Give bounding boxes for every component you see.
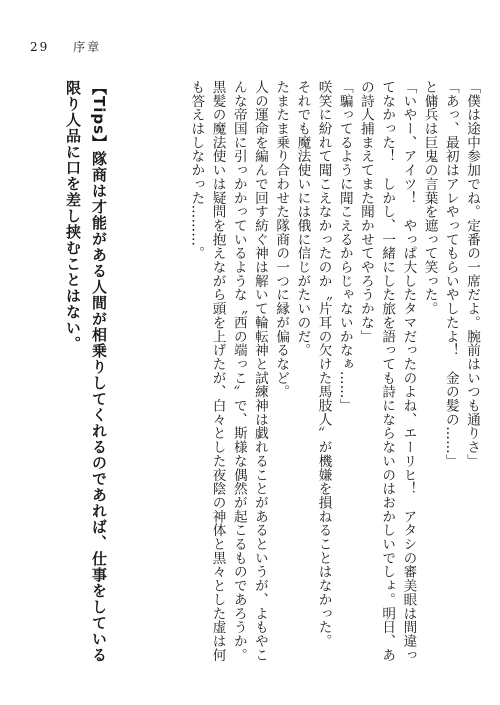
- body-text: [62, 80, 482, 670]
- paragraph: 人の運命を編んで回す紡ぐ神は解いて輪転神と試練神は戯れることがあるというが、よもやこんな帝国に引っかかっているような〝西の端っこ〟で、斯様な偶然が起こるものであろうか。: [230, 80, 268, 662]
- paragraph: 咲笑に紛れて聞こえなかったのか〝片耳の欠けた馬肢人〟が機嫌を損ねることはなかった。: [315, 80, 332, 648]
- paragraph: たまたま乗り合わせた隊商の一つに縁が偏るなど。: [273, 80, 290, 399]
- chapter-title: 序章: [73, 40, 102, 54]
- page-number: 29: [30, 40, 50, 54]
- page-header: [30, 38, 101, 55]
- paragraph: 黒髪の魔法使いは疑問を抱えながら頭を上げたが、白々とした夜陰の神体と黒々とした虚は何も答えはしなかった………。: [188, 80, 226, 662]
- paragraph: 「いやー、アイツ！ やっぱ大したタマだったのよね、エーリヒ！ アタシの審美眼は間違ってなかった！ しかし、一緒にした旅を語っても詩にならないのはおかしいでしょ。明日、あの詩人捕まえてまた聞かせてやろうかな」: [357, 80, 417, 662]
- paragraph: 「僕は途中参加でね。定番の一席だよ。腕前はいつも通りさ」: [464, 80, 480, 468]
- paragraph: それでも魔法使いには俄に信じがたいのだ。: [294, 80, 311, 357]
- tips-note: 【Tips】隊商は才能がある人間が相乗りしてくれるのであれば、仕事をしている限り人品に口を差し挟むことはない。: [64, 80, 108, 664]
- paragraph: 「あっ、最初はアレやってもらいやしたよ！ 金の髪の……」: [442, 80, 459, 468]
- paragraph: 「騙ってるように聞こえるからじゃないかなぁ……」: [336, 80, 353, 413]
- paragraph: と傭兵は巨鬼の言葉を遮って笑った。: [421, 80, 438, 316]
